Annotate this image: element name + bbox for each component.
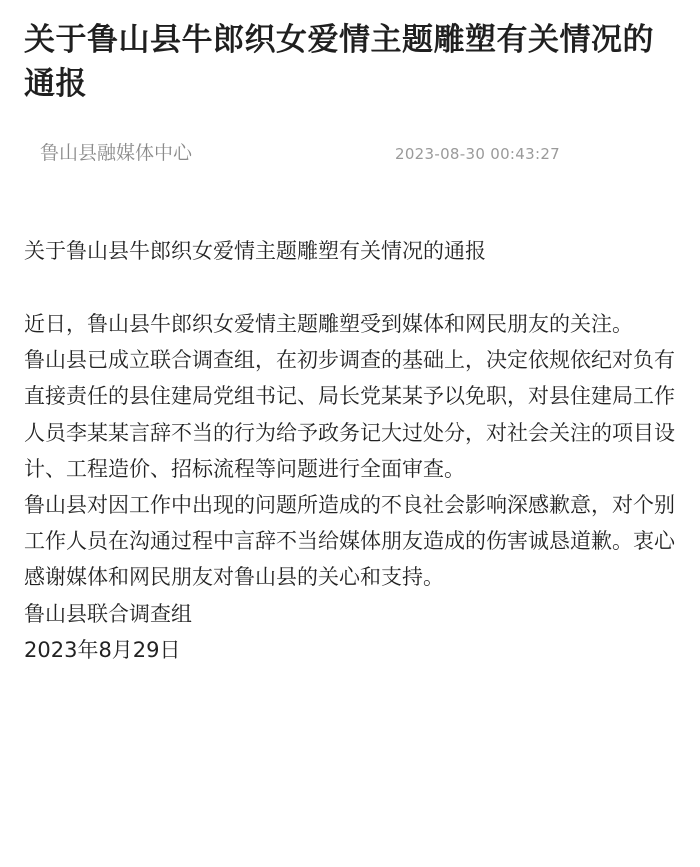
paragraph-intro: 近日，鲁山县牛郎织女爱情主题雕塑受到媒体和网民朋友的关注。 [24,312,633,336]
paragraph-apology: 鲁山县对因工作中出现的问题所造成的不良社会影响深感歉意，对个别工作人员在沟通过程中言辞不当给媒体朋友造成的伤害诚恳道歉。衷心感谢媒体和网民朋友对鲁山县的关心和支持。 [24,493,675,590]
article-body [24,306,678,668]
publish-timestamp: 2023-08-30 00:43:27 [395,145,561,163]
article-source[interactable]: 鲁山县融媒体中心 [40,142,193,164]
signature-date: 2023年8月29日 [24,637,181,662]
paragraph-investigation: 鲁山县已成立联合调查组，在初步调查的基础上，决定依规依纪对负有直接责任的县住建局党组书记、局长党某某予以免职，对县住建局工作人员李某某言辞不当的行为给予政务记大过处分，对社会关注的项目设计、工程造价、招标流程等问题进行全面审查。 [24,348,675,481]
article-meta [40,140,660,168]
article-subtitle: 关于鲁山县牛郎织女爱情主题雕塑有关情况的通报 [24,239,486,263]
article-title: 关于鲁山县牛郎织女爱情主题雕塑有关情况的通报 [24,22,654,102]
signature-issuer: 鲁山县联合调查组 [24,601,192,626]
